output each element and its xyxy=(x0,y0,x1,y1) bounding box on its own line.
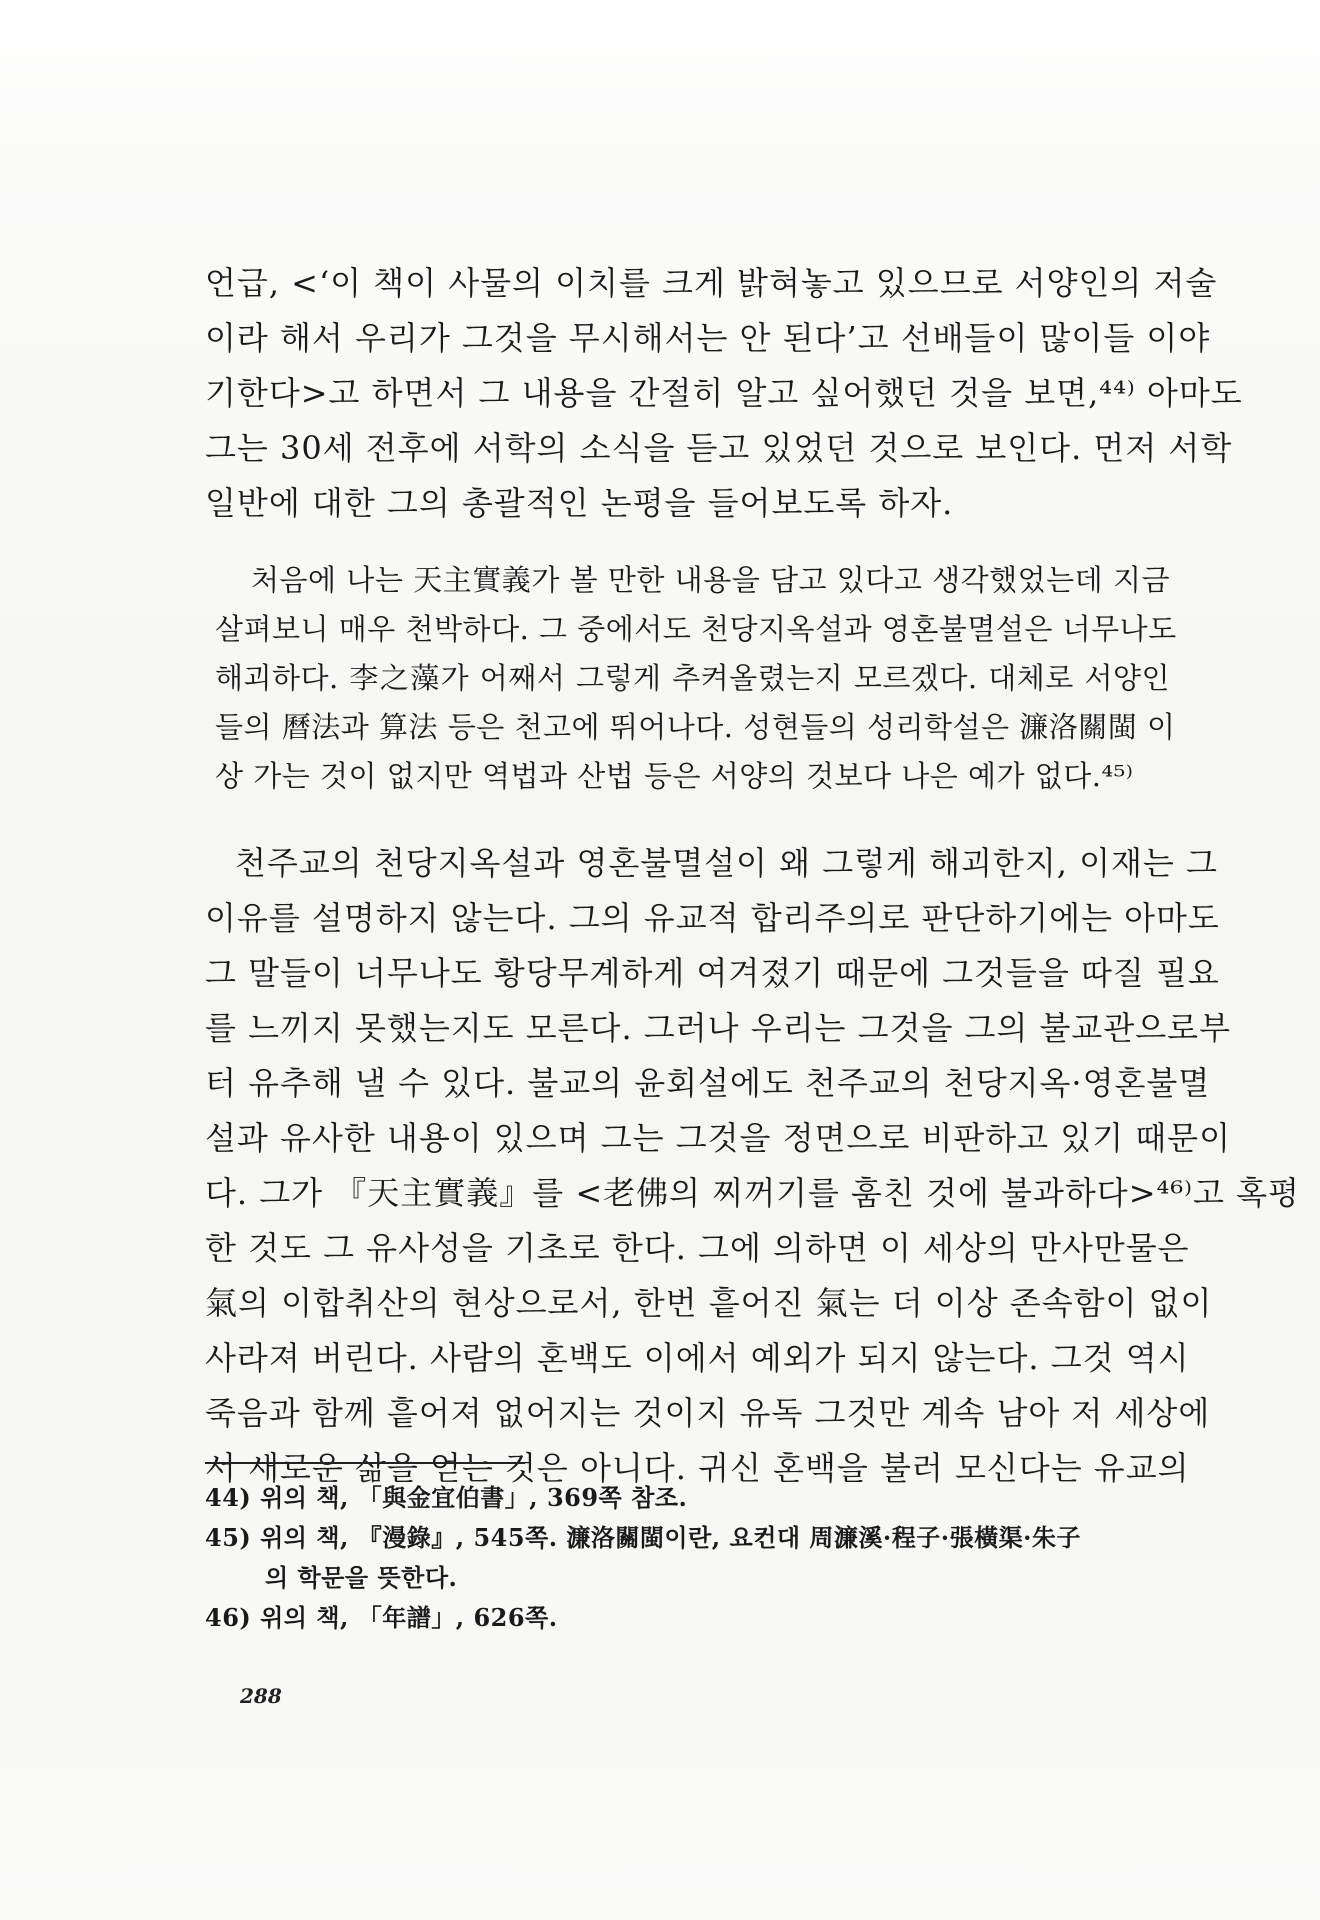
footnotes xyxy=(205,1478,1170,1638)
text-line: 이유를 설명하지 않는다. 그의 유교적 합리주의로 판단하기에는 아마도 xyxy=(205,899,1220,937)
text-line: 를 느끼지 못했는지도 모른다. 그러나 우리는 그것을 그의 불교관으로부 xyxy=(205,1009,1231,1047)
quote-line: 상 가는 것이 없지만 역법과 산법 등은 서양의 것보다 나은 예가 없다.⁴⁵⁾ xyxy=(215,759,1134,793)
footnote-45-continuation: 의 학문을 뜻한다. xyxy=(265,1563,458,1592)
text-line: 터 유추해 낼 수 있다. 불교의 윤회설에도 천주교의 천당지옥·영혼불멸 xyxy=(205,1064,1211,1102)
footnote-divider xyxy=(205,1462,525,1464)
text-line: 기한다>고 하면서 그 내용을 간절히 알고 싶어했던 것을 보면,⁴⁴⁾ 아마도 xyxy=(205,374,1243,412)
text-line: 서 새로운 삶을 얻는 것은 아니다. 귀신 혼백을 불러 모신다는 유교의 xyxy=(205,1449,1190,1487)
quote-line: 해괴하다. 李之藻가 어째서 그렇게 추켜올렸는지 모르겠다. 대체로 서양인 xyxy=(215,661,1170,695)
body-paragraph-2 xyxy=(205,836,1300,1496)
block-quote xyxy=(215,556,1177,801)
text-line: 氣의 이합취산의 현상으로서, 한번 흩어진 氣는 더 이상 존속함이 없이 xyxy=(205,1284,1213,1322)
footnote-44: 44) 위의 책, 「與金宜伯書」, 369쪽 참조. xyxy=(205,1483,688,1512)
text-line: 그 말들이 너무나도 황당무계하게 여겨졌기 때문에 그것들을 따질 필요 xyxy=(205,954,1220,992)
text-line: 죽음과 함께 흩어져 없어지는 것이지 유독 그것만 계속 남아 저 세상에 xyxy=(205,1394,1211,1432)
footnote-45: 45) 위의 책, 『漫錄』, 545쪽. 濂洛關閩이란, 요컨대 周濂溪·程子·張橫渠·朱子 xyxy=(205,1523,1081,1552)
quote-line: 살펴보니 매우 천박하다. 그 중에서도 천당지옥설과 영혼불멸설은 너무나도 xyxy=(215,612,1177,646)
text-line: 설과 유사한 내용이 있으며 그는 그것을 정면으로 비판하고 있기 때문이 xyxy=(205,1119,1231,1157)
quote-line: 처음에 나는 天主實義가 볼 만한 내용을 담고 있다고 생각했었는데 지금 xyxy=(251,563,1170,597)
text-line: 일반에 대한 그의 총괄적인 논평을 들어보도록 하자. xyxy=(205,484,954,522)
text-line: 그는 30세 전후에 서학의 소식을 듣고 있었던 것으로 보인다. 먼저 서학 xyxy=(205,429,1233,467)
text-line: 이라 해서 우리가 그것을 무시해서는 안 된다’고 선배들이 많이들 이야 xyxy=(205,319,1211,357)
footnote-46: 46) 위의 책, 「年譜」, 626쪽. xyxy=(205,1603,558,1632)
quote-line: 들의 曆法과 算法 등은 천고에 뛰어나다. 성현들의 성리학설은 濂洛關閩 이 xyxy=(215,710,1176,744)
page-number: 288 xyxy=(240,1684,282,1708)
body-paragraph-1 xyxy=(205,256,1243,531)
text-line: 한 것도 그 유사성을 기초로 한다. 그에 의하면 이 세상의 만사만물은 xyxy=(205,1229,1190,1267)
text-line: 언급, <‘이 책이 사물의 이치를 크게 밝혀놓고 있으므로 서양인의 저술 xyxy=(205,264,1218,302)
text-line: 다. 그가 『天主實義』를 <老佛의 찌꺼기를 훔친 것에 불과하다>⁴⁶⁾고 혹평 xyxy=(205,1174,1300,1212)
text-line: 천주교의 천당지옥설과 영혼불멸설이 왜 그렇게 해괴한지, 이재는 그 xyxy=(235,844,1218,882)
text-line: 사라져 버린다. 사람의 혼백도 이에서 예외가 되지 않는다. 그것 역시 xyxy=(205,1339,1190,1377)
